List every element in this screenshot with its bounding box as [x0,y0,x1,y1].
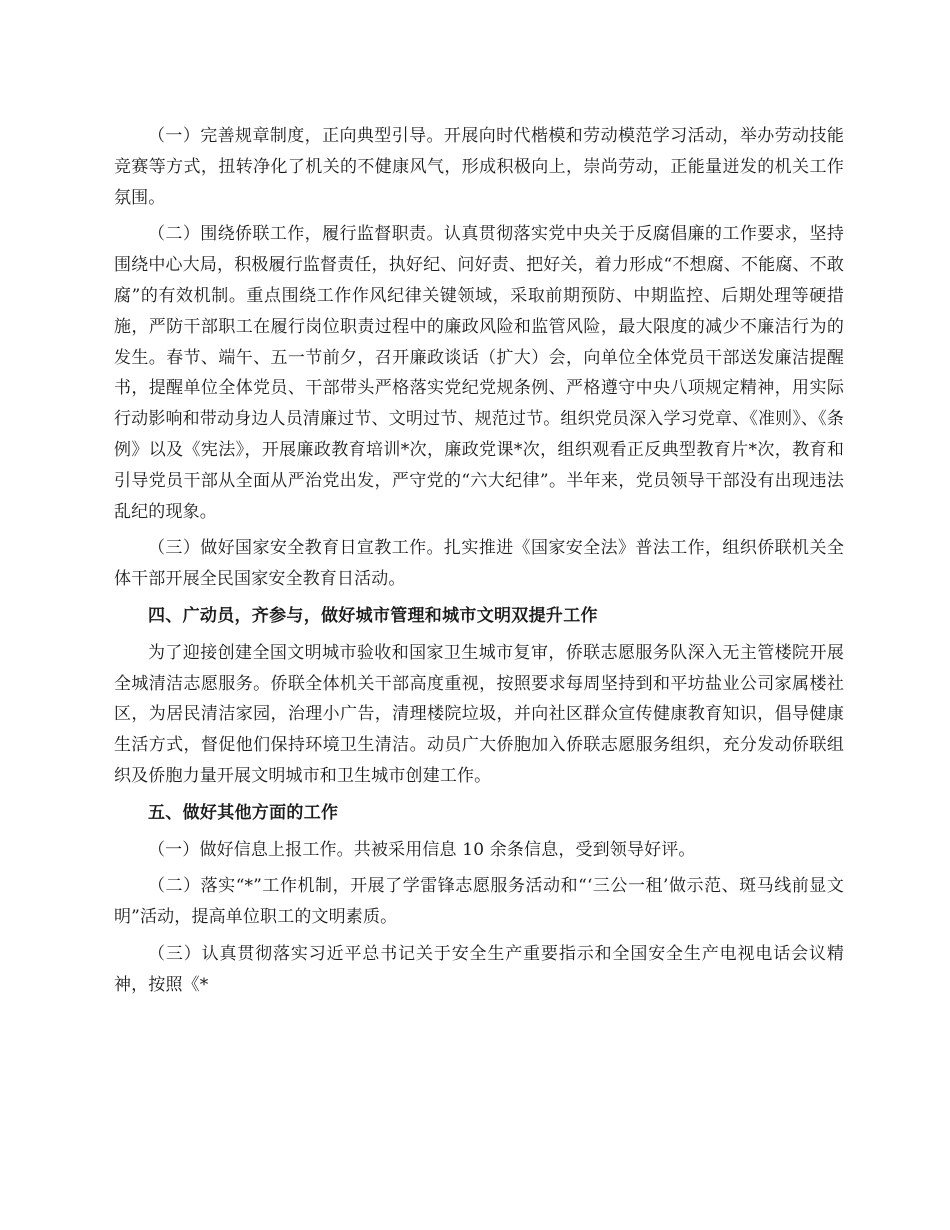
paragraph: （二）落实“*”工作机制，开展了学雷锋志愿服务活动和“‘三公一租’做示范、斑马线前显文明”活动，提高单位职工的文明素质。 [114,876,844,928]
paragraph: 为了迎接创建全国文明城市验收和国家卫生城市复审，侨联志愿服务队深入无主管楼院开展全城清洁志愿服务。侨联全体机关干部高度重视，按照要求每周坚持到和平坊盐业公司家属楼社区，为居民清洁家园，治理小广告，清理楼院垃圾，并向社区群众宣传健康教育知识，倡导健康生活方式，督促他们保持环境卫生清洁。动员广大侨胞加入侨联志愿服务组织，充分发动侨联组织及侨胞力量开展文明城市和卫生城市创建工作。 [114,642,844,786]
paragraph: （三）认真贯彻落实习近平总书记关于安全生产重要指示和全国安全生产电视电话会议精神，按照《* [114,943,844,995]
paragraph: （二）围绕侨联工作，履行监督职责。认真贯彻落实党中央关于反腐倡廉的工作要求，坚持围绕中心大局，积极履行监督责任，执好纪、问好责、把好关，着力形成“不想腐、不能腐、不敢腐”的有效机制。重点围绕工作作风纪律关键领域，采取前期预防、中期监控、后期处理等硬措施，严防干部职工在履行岗位职责过程中的廉政风险和监管风险，最大限度的减少不廉洁行为的发生。春节、端午、五一节前夕，召开廉政谈话（扩大）会，向单位全体党员干部送发廉洁提醒书，提醒单位全体党员、干部带头严格落实党纪党规条例、严格遵守中央八项规定精神，用实际行动影响和带动身边人员清廉过节、文明过节、规范过节。组织党员深入学习党章、《准则》、《条例》以及《宪法》，开展廉政教育培训*次，廉政党课*次，组织观看正反典型教育片*次，教育和引导党员干部从全面从严治党出发，严守党的“六大纪律”。半年来，党员领导干部没有出现违法乱纪的现象。 [114,224,844,522]
paragraph: （一）做好信息上报工作。共被采用信息 10 余条信息，受到领导好评。 [148,839,696,860]
paragraph: （三）做好国家安全教育日宣教工作。扎实推进《国家安全法》普法工作，组织侨联机关全体干部开展全民国家安全教育日活动。 [114,538,844,590]
paragraph: （一）完善规章制度，正向典型引导。开展向时代楷模和劳动模范学习活动，举办劳动技能竞赛等方式，扭转净化了机关的不健康风气，形成积极向上，崇尚劳动，正能量迸发的机关工作氛围。 [114,126,844,208]
section-heading: 四、广动员，齐参与，做好城市管理和城市文明双提升工作 [148,605,598,626]
document-body [114,121,844,1007]
section-heading: 五、做好其他方面的工作 [148,802,339,823]
